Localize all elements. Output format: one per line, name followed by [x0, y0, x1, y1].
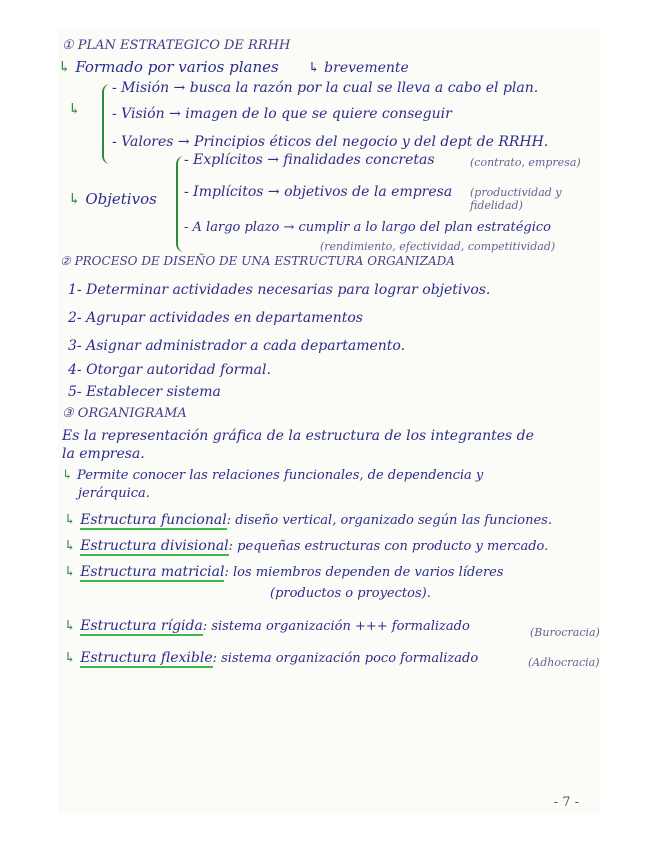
- estructura-rigida: ↳ Estructura rígida: sistema organización +++ formalizado: [64, 618, 470, 634]
- permite-text-1: Permite conocer las relaciones funcionales, de dependencia y: [77, 468, 484, 483]
- estructura-funcional: ↳ Estructura funcional: diseño vertical, organizado según las funciones.: [64, 512, 552, 528]
- divisional-text: : pequeñas estructuras con producto y mercado.: [228, 539, 549, 554]
- funcional-text: : diseño vertical, organizado según las funciones.: [226, 513, 552, 528]
- proceso-item-4: 4- Otorgar autoridad formal.: [68, 362, 271, 378]
- flexible-text: : sistema organización poco formalizado: [212, 651, 479, 666]
- explicitos-note: (contrato, empresa): [470, 156, 581, 169]
- matricial-label: Estructura matricial: [80, 564, 225, 580]
- organigrama-def-2: la empresa.: [62, 446, 145, 462]
- explicitos-line: - Explícitos → finalidades concretas: [184, 152, 435, 168]
- estructura-divisional: ↳ Estructura divisional: pequeñas estructuras con producto y mercado.: [64, 538, 549, 554]
- matricial-text-1: : los miembros dependen de varios líderes: [224, 565, 504, 580]
- objetivos-label: ↳ Objetivos: [68, 190, 157, 208]
- brevemente-note: ↳ brevemente: [308, 60, 409, 76]
- valores-line: - Valores → Principios éticos del negocio y del dept de RRHH.: [112, 134, 549, 150]
- implicitos-line: - Implícitos → objetivos de la empresa: [184, 184, 453, 200]
- proceso-item-1: 1- Determinar actividades necesarias para lograr objetivos.: [68, 282, 491, 298]
- brace-icon: [176, 156, 184, 252]
- rigida-text: : sistema organización +++ formalizado: [202, 619, 470, 634]
- brace-icon: [102, 84, 110, 164]
- largo-plazo-note: (rendimiento, efectividad, competitividad): [320, 240, 556, 253]
- largo-plazo-line: - A largo plazo → cumplir a lo largo del plan estratégico: [184, 220, 551, 235]
- implicitos-note: (productividad y fidelidad): [470, 186, 562, 212]
- proceso-item-3: 3- Asignar administrador a cada departamento.: [68, 338, 406, 354]
- permite-line-2: jerárquica.: [78, 486, 150, 501]
- page-number: - 7 -: [553, 795, 579, 810]
- proceso-item-5: 5- Establecer sistema: [68, 384, 221, 400]
- flexible-label: Estructura flexible: [80, 650, 213, 666]
- rigida-note: (Burocracia): [530, 626, 600, 639]
- vision-line: - Visión → imagen de lo que se quiere conseguir: [112, 106, 452, 122]
- section-title-proceso: ② PROCESO DE DISEÑO DE UNA ESTRUCTURA ORGANIZADA: [60, 254, 455, 268]
- section-title-plan: ① PLAN ESTRATEGICO DE RRHH: [62, 38, 291, 53]
- rigida-label: Estructura rígida: [80, 618, 203, 634]
- proceso-item-2: 2- Agrupar actividades en departamentos: [68, 310, 363, 326]
- notebook-page: [58, 28, 601, 814]
- matricial-text-2: (productos o proyectos).: [270, 586, 431, 601]
- mision-line: - Misión → busca la razón por la cual se lleva a cabo el plan.: [112, 80, 539, 96]
- formado-line: ↳ Formado por varios planes: [58, 58, 279, 76]
- section-title-organigrama: ③ ORGANIGRAMA: [62, 406, 187, 421]
- arrow-icon: ↳: [68, 100, 81, 118]
- estructura-flexible: ↳ Estructura flexible: sistema organización poco formalizado: [64, 650, 479, 666]
- organigrama-def-1: Es la representación gráfica de la estructura de los integrantes de: [62, 428, 534, 444]
- permite-line-1: ↳ Permite conocer las relaciones funcionales, de dependencia y: [62, 468, 484, 483]
- funcional-label: Estructura funcional: [80, 512, 227, 528]
- estructura-matricial: ↳ Estructura matricial: los miembros dependen de varios líderes: [64, 564, 504, 580]
- flexible-note: (Adhocracia): [528, 656, 600, 669]
- divisional-label: Estructura divisional: [80, 538, 229, 554]
- objetivos-text: Objetivos: [85, 190, 157, 208]
- formado-text: Formado por varios planes: [75, 58, 279, 76]
